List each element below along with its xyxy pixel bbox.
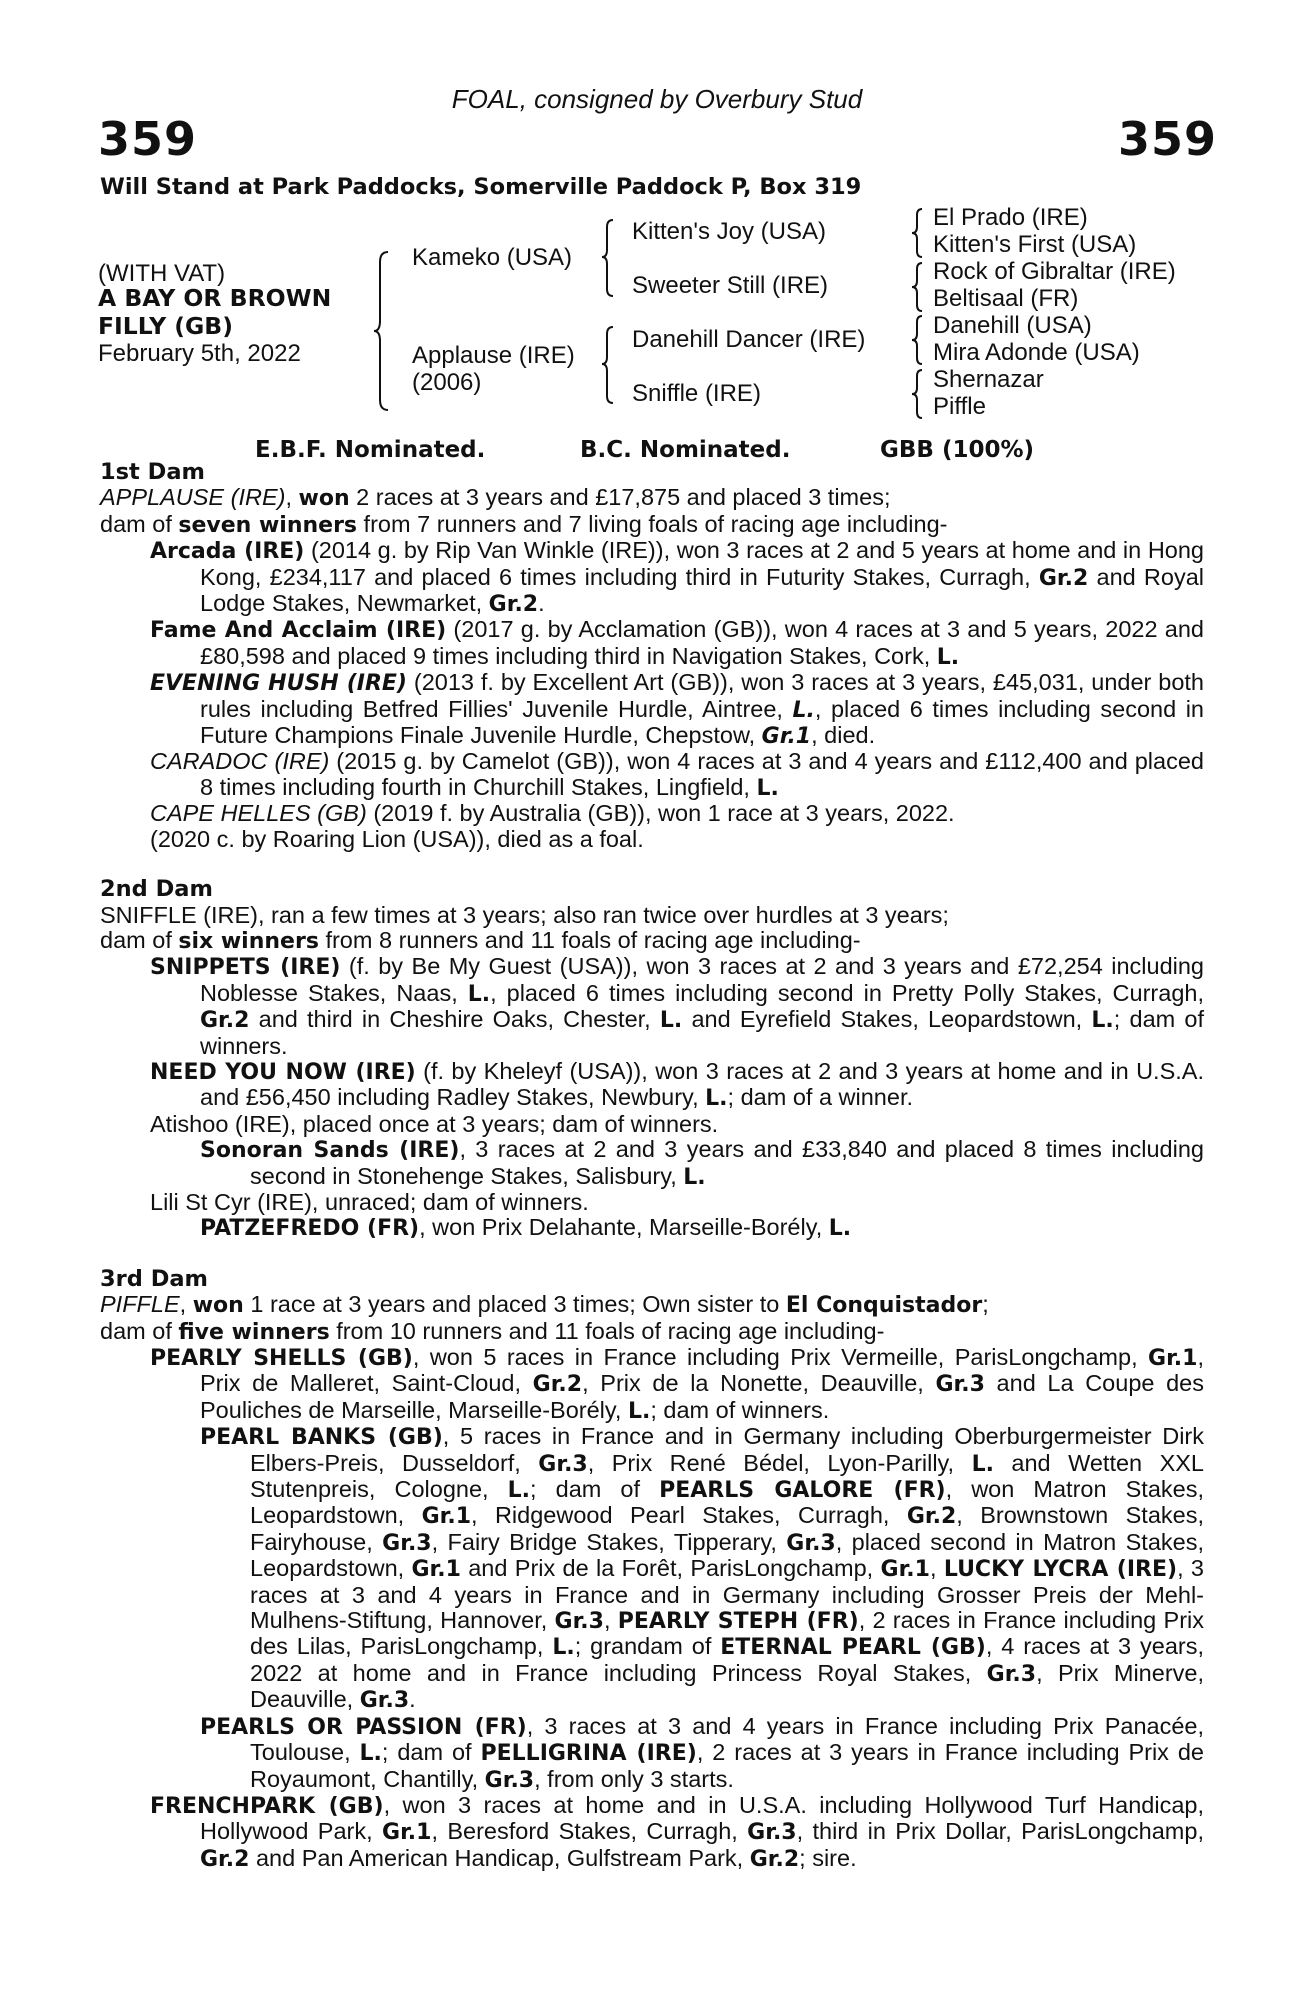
- winners-count: five winners: [178, 1319, 330, 1345]
- produce-entry: (2020 c. by Roaring Lion (USA)), died as a foal.: [150, 825, 644, 852]
- grand-produce-entry: PATZEFREDO (FR), won Prix Delahante, Marseille-Borély, L.: [200, 1214, 852, 1242]
- lot-number-left: 359: [98, 112, 198, 166]
- produce-entry: CAPE HELLES (GB) (2019 f. by Australia (GB)), won 1 race at 3 years, 2022.: [150, 800, 955, 827]
- third-dam-heading: 3rd Dam: [100, 1265, 208, 1292]
- dam-dam: Sniffle (IRE): [632, 380, 761, 407]
- subject-sex: FILLY (GB): [98, 312, 233, 340]
- produce-name: Fame And Acclaim (IRE): [150, 618, 447, 644]
- foaling-date: February 5th, 2022: [98, 340, 301, 367]
- produce-name: SNIPPETS (IRE): [150, 955, 341, 981]
- produce-entry: Fame And Acclaim (IRE) (2017 g. by Acclamation (GB)), won 4 races at 3 and 5 years, 2022 and £80,598 and placed 9 times including third in Navigation Stakes, Cork, L.: [150, 616, 1204, 670]
- grandsire-1: El Prado (IRE): [933, 204, 1088, 231]
- dam-sire: Danehill Dancer (IRE): [632, 326, 866, 353]
- second-dam-heading: 2nd Dam: [100, 876, 213, 903]
- produce-entry: PEARLY SHELLS (GB), won 5 races in France including Prix Vermeille, ParisLongchamp, Gr.1, Prix de Malleret, Saint-Cloud, Gr.2, Prix de la Nonette, Deauville, Gr.3 and La Coupe des Pouliches de Marseille, Marseille-Borély, L.; dam of winners.: [150, 1344, 1204, 1424]
- produce-name: FRENCHPARK (GB): [150, 1793, 384, 1819]
- produce-name: CAPE HELLES (GB): [150, 800, 367, 827]
- won-label: won: [192, 1293, 244, 1319]
- second-dam-produce-summary: dam of six winners from 8 runners and 11 foals of racing age including-: [100, 926, 861, 954]
- produce-name: Arcada (IRE): [150, 539, 305, 565]
- grandsire-6: Mira Adonde (USA): [933, 339, 1140, 366]
- bc-nomination: B.C. Nominated.: [580, 437, 791, 463]
- sire-dam: Sweeter Still (IRE): [632, 272, 829, 299]
- third-dam-produce-summary: dam of five winners from 10 runners and 11 foals of racing age including-: [100, 1317, 885, 1345]
- grandsire-5: Danehill (USA): [933, 312, 1092, 339]
- sister-name: El Conquistador: [785, 1293, 983, 1319]
- pedigree-brace-sire: [600, 218, 616, 298]
- produce-record: [100, 460, 1204, 1872]
- grandsire-8: Piffle: [933, 393, 986, 420]
- pedigree-brace-g3: [910, 314, 924, 366]
- winners-count: seven winners: [178, 512, 358, 538]
- consignment-line: FOAL, consigned by Overbury Stud: [451, 84, 863, 114]
- subject-description: A BAY OR BROWN: [98, 284, 332, 312]
- grand-produce-entry: Sonoran Sands (IRE), 3 races at 2 and 3 years and £33,840 and placed 8 times including second in Stonehenge Stakes, Salisbury, L.: [200, 1136, 1204, 1190]
- first-dam-record: APPLAUSE (IRE), won 2 races at 3 years and £17,875 and placed 3 times;: [100, 484, 891, 512]
- gbb-rating: GBB (100%): [880, 437, 1035, 463]
- produce-entry: Lili St Cyr (IRE), unraced; dam of winners.: [150, 1188, 589, 1215]
- stand-location: Will Stand at Park Paddocks, Somerville Paddock P, Box 319: [100, 174, 862, 200]
- dam-year: (2006): [412, 369, 482, 396]
- grandsire-2: Kitten's First (USA): [933, 231, 1137, 258]
- produce-entry: Atishoo (IRE), placed once at 3 years; dam of winners.: [150, 1110, 719, 1137]
- produce-entry: NEED YOU NOW (IRE) (f. by Kheleyf (USA)), won 3 races at 2 and 3 years at home and in U.S.A. and £56,450 including Radley Stakes, Newbury, L.; dam of a winner.: [150, 1057, 1204, 1112]
- first-dam-heading: 1st Dam: [100, 459, 205, 485]
- pedigree-brace-g4: [910, 368, 924, 420]
- sire-sire: Kitten's Joy (USA): [632, 218, 826, 245]
- produce-name: EVENING HUSH (IRE): [150, 671, 407, 697]
- second-dam-record: SNIFFLE (IRE), ran a few times at 3 years; also ran twice over hurdles at 3 years;: [100, 901, 949, 928]
- dam-name: PIFFLE: [100, 1291, 180, 1318]
- vat-note: (WITH VAT): [98, 260, 226, 287]
- dam-name: APPLAUSE (IRE): [100, 484, 286, 511]
- first-dam-produce-summary: dam of seven winners from 7 runners and 7 living foals of racing age including-: [100, 510, 948, 538]
- pedigree-brace-g2: [910, 261, 924, 313]
- grand-produce-entry: PEARLS OR PASSION (FR), 3 races at 3 and 4 years in France including Prix Panacée, Toulouse, L.; dam of PELLIGRINA (IRE), 2 races at 3 years in France including Prix de Royaumont, Chantilly, Gr.3, from only 3 starts.: [200, 1712, 1205, 1793]
- produce-name: CARADOC (IRE): [150, 748, 330, 775]
- produce-name: PEARLY SHELLS (GB): [150, 1346, 413, 1371]
- pedigree-brace-subject: [372, 250, 392, 412]
- dam-name: Applause (IRE): [412, 342, 575, 369]
- produce-name: PEARLS OR PASSION (FR): [200, 1714, 527, 1740]
- ebf-nomination: E.B.F. Nominated.: [255, 437, 486, 463]
- sire-name: Kameko (USA): [412, 244, 573, 271]
- third-dam-record: PIFFLE, won 1 race at 3 years and placed 3 times; Own sister to El Conquistador;: [100, 1291, 989, 1319]
- produce-name: PATZEFREDO (FR): [200, 1216, 420, 1242]
- produce-entry: CARADOC (IRE) (2015 g. by Camelot (GB)), won 4 races at 3 and 4 years and £112,400 and placed 8 times including fourth in Churchill Stakes, Lingfield, L.: [150, 748, 1204, 801]
- grandsire-7: Shernazar: [933, 366, 1044, 393]
- produce-entry: FRENCHPARK (GB), won 3 races at home and in U.S.A. including Hollywood Turf Handicap, Hollywood Park, Gr.1, Beresford Stakes, Curragh, Gr.3, third in Prix Dollar, ParisLongchamp, Gr.2 and Pan American Handicap, Gulfstream Park, Gr.2; sire.: [150, 1791, 1204, 1872]
- produce-name: NEED YOU NOW (IRE): [150, 1059, 416, 1085]
- pedigree-brace-dam: [600, 325, 616, 405]
- pedigree-brace-g1: [910, 207, 924, 259]
- grand-produce-entry: PEARL BANKS (GB), 5 races in France and in Germany including Oberburgermeister Dirk Elbers-Preis, Dusseldorf, Gr.3, Prix René Bédel, Lyon-Parilly, L. and Wetten XXL Stutenpreis, Cologne, L.; dam of PEARLS GALORE (FR), won Matron Stakes, Leopardstown, Gr.1, Ridgewood Pearl Stakes, Curragh, Gr.2, Brownstown Stakes, Fairyhouse, Gr.3, Fairy Bridge Stakes, Tipperary, Gr.3, placed second in Matron Stakes, Leopardstown, Gr.1 and Prix de la Forêt, ParisLongchamp, Gr.1, LUCKY LYCRA (IRE), 3 races at 3 and 4 years in France and in Germany including Grosser Preis der Mehl-Mulhens-Stiftung, Hannover, Gr.3, PEARLY STEPH (FR), 2 races in France including Prix des Lilas, ParisLongchamp, L.; grandam of ETERNAL PEARL (GB), 4 races at 3 years, 2022 at home and in France including Princess Royal Stakes, Gr.3, Prix Minerve, Deauville, Gr.3.: [200, 1423, 1205, 1714]
- produce-name: PEARL BANKS (GB): [200, 1425, 443, 1451]
- produce-entry: Arcada (IRE) (2014 g. by Rip Van Winkle (IRE)), won 3 races at 2 and 5 years at home and in Hong Kong, £234,117 and placed 6 times including third in Futurity Stakes, Curragh, Gr.2 and Royal Lodge Stakes, Newmarket, Gr.2.: [150, 537, 1205, 618]
- produce-name: Sonoran Sands (IRE): [200, 1138, 460, 1164]
- grandsire-3: Rock of Gibraltar (IRE): [933, 258, 1176, 285]
- produce-entry: SNIPPETS (IRE) (f. by Be My Guest (USA)), won 3 races at 2 and 3 years and £72,254 including Noblesse Stakes, Naas, L., placed 6 times including second in Pretty Polly Stakes, Curragh, Gr.2 and third in Cheshire Oaks, Chester, L. and Eyrefield Stakes, Leopardstown, L.; dam of winners.: [150, 953, 1205, 1059]
- produce-entry: EVENING HUSH (IRE) (2013 f. by Excellent Art (GB)), won 3 races at 3 years, £45,031, under both rules including Betfred Fillies' Juvenile Hurdle, Aintree, L., placed 6 times including second in Future Champions Finale Juvenile Hurdle, Chepstow, Gr.1, died.: [150, 669, 1205, 750]
- grandsire-4: Beltisaal (FR): [933, 285, 1079, 312]
- winners-count: six winners: [178, 928, 319, 954]
- lot-number-right: 359: [1118, 112, 1218, 166]
- won-label: won: [298, 486, 350, 512]
